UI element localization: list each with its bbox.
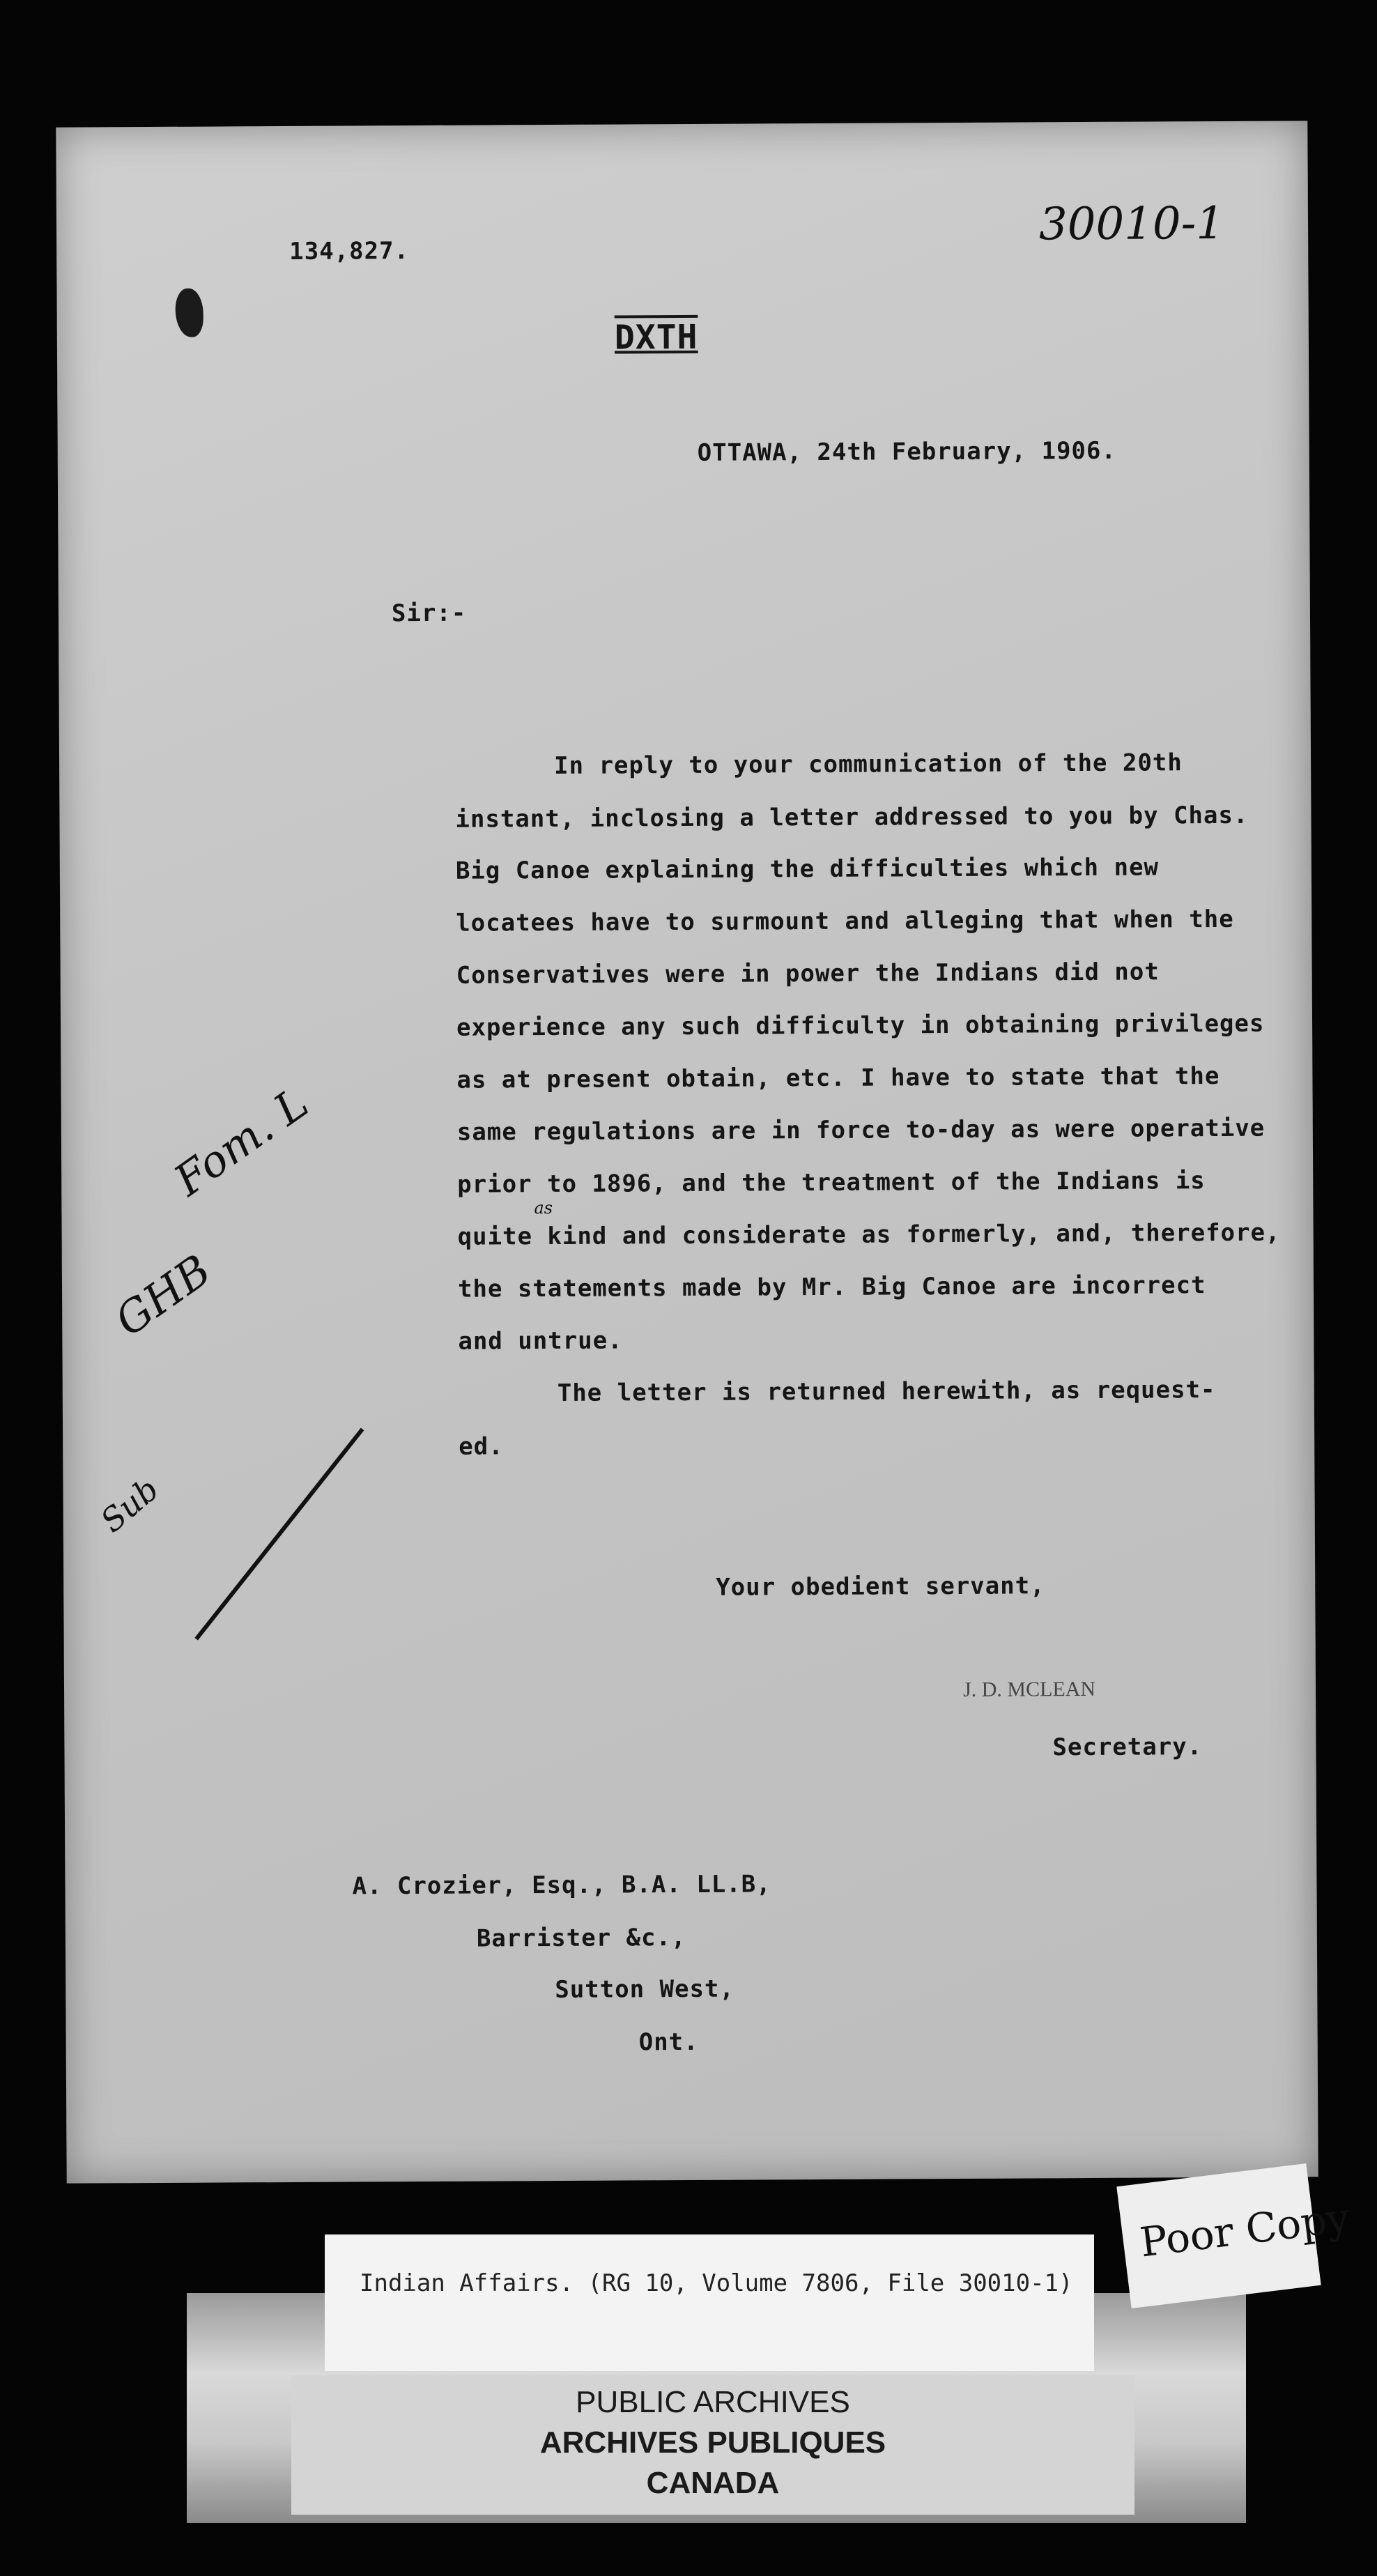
archive-citation: Indian Affairs. (RG 10, Volume 7806, File 30010-1) — [360, 2269, 1073, 2297]
body-line: same regulations are in force to-day as were operative — [456, 1114, 1266, 1147]
body-line: experience any such difficulty in obtaining privileges — [456, 1009, 1265, 1042]
body-line: and untrue. — [458, 1326, 623, 1356]
body-line: as at present obtain, etc. I have to state that the — [456, 1061, 1220, 1094]
address-line: Barrister &c., — [476, 1924, 686, 1953]
body-line: In reply to your communication of the 20th — [553, 749, 1183, 780]
stamp-line: CANADA — [646, 2466, 780, 2500]
margin-note: GHB — [105, 1244, 220, 1347]
signature-stamp: J. D. MCLEAN — [962, 1677, 1096, 1701]
closing: Your obedient servant, — [716, 1572, 1045, 1602]
body-line: instant, inclosing a letter addressed to you by Chas. — [455, 801, 1249, 834]
stamp-line: ARCHIVES PUBLIQUES — [539, 2425, 886, 2460]
body-line: Conservatives were in power the Indians did not — [456, 958, 1160, 990]
stamp-line: PUBLIC ARCHIVES — [576, 2385, 850, 2419]
place-date: OTTAWA, 24th February, 1906. — [697, 436, 1117, 467]
letter-page — [56, 121, 1318, 2183]
file-number: 134,827. — [289, 237, 410, 266]
body-line: ed. — [459, 1432, 504, 1461]
handwritten-file-ref: 30010-1 — [1038, 197, 1225, 251]
address-line: Sutton West, — [555, 1975, 735, 2004]
body-line: locatees have to surmount and alleging that when the — [456, 905, 1234, 937]
margin-note: Fom. L — [164, 1077, 318, 1206]
salutation: Sir:- — [391, 599, 467, 628]
archive-citation-label — [325, 2234, 1094, 2371]
margin-strike-line — [188, 1422, 371, 1646]
body-line: The letter is returned herewith, as request- — [557, 1376, 1216, 1407]
poor-copy-note: Poor Copy — [1137, 2193, 1353, 2267]
archive-stamp — [291, 2375, 1134, 2515]
signature-title: Secretary. — [1052, 1733, 1203, 1762]
poor-copy-tag — [1116, 2163, 1353, 2308]
received-stamp: DXTH — [614, 317, 698, 358]
hole-punch-mark — [176, 289, 203, 337]
body-line: quite kind and considerate as formerly, and, therefore, — [457, 1218, 1281, 1251]
insertion-mark: as — [534, 1198, 553, 1218]
body-line: Big Canoe explaining the difficulties which new — [455, 853, 1160, 885]
margin-note: Sub — [93, 1470, 166, 1540]
body-line: prior to 1896, and the treatment of the Indians is — [457, 1167, 1206, 1199]
address-line: Ont. — [638, 2027, 699, 2057]
body-line: the statements made by Mr. Big Canoe are incorrect — [457, 1271, 1206, 1303]
address-line: A. Crozier, Esq., B.A. LL.B, — [352, 1870, 771, 1901]
